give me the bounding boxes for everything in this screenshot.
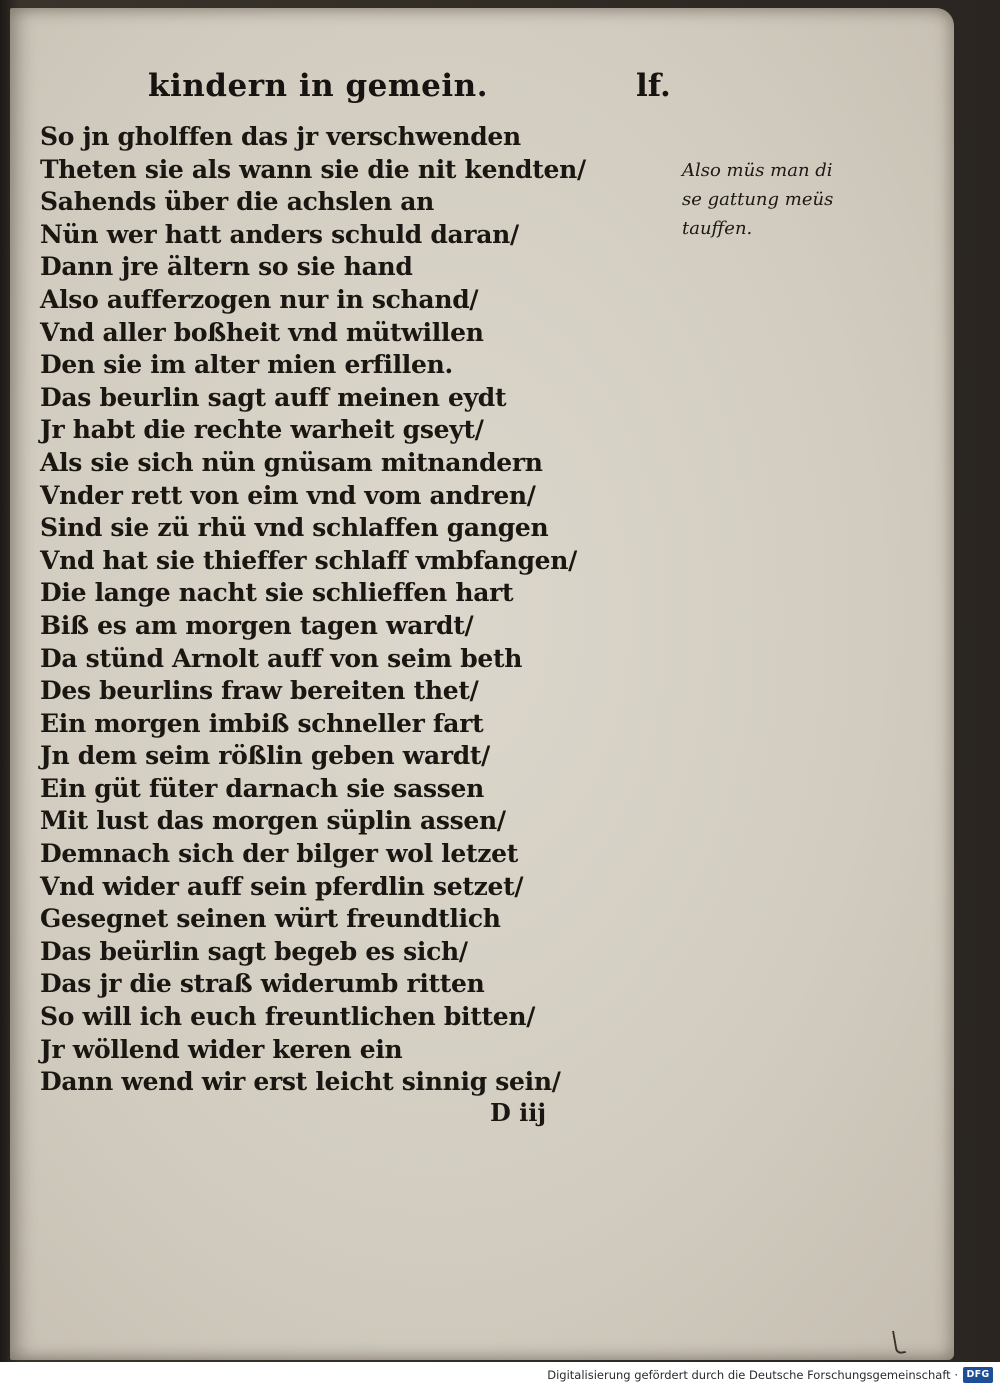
verse-line: Das beürlin sagt begeb es sich/ <box>40 936 468 966</box>
verse-line: Demnach sich der bilger wol letzet <box>40 839 518 869</box>
verse-line: Mit lust das morgen süplin assen/ <box>40 806 506 836</box>
verse-line: Da stünd Arnolt auff von seim beth <box>40 643 523 673</box>
marginal-note <box>682 156 882 243</box>
verse-line: Den sie im alter mien erfillen. <box>40 350 453 380</box>
verse-line: So will ich euch freuntlichen bitten/ <box>40 1002 536 1032</box>
verse-line: Biß es am morgen tagen wardt/ <box>40 610 474 640</box>
verse-text <box>40 121 600 1099</box>
running-title: kindern in gemein. <box>148 68 488 104</box>
verse-line: Also aufferzogen nur in schand/ <box>40 284 479 314</box>
signature-catchword: D iij <box>490 1098 547 1127</box>
marginal-note-line: se gattung meüs <box>682 189 834 210</box>
verse-line: Sahends über die achslen an <box>40 187 435 217</box>
verse-line: Als sie sich nün gnüsam mitnandern <box>40 447 543 477</box>
verse-line: Gesegnet seinen würt freundtlich <box>40 904 501 934</box>
ink-mark-icon <box>892 1329 906 1354</box>
verse-line: Das jr die straß widerumb ritten <box>40 969 485 999</box>
verse-line: Dann jre ältern so sie hand <box>40 252 413 282</box>
verse-line: Sind sie zü rhü vnd schlaffen gangen <box>40 513 549 543</box>
verse-line: Jn dem seim rößlin geben wardt/ <box>40 741 491 771</box>
verse-line: Nün wer hatt anders schuld daran/ <box>40 219 519 249</box>
verse-line: Vnder rett von eim vnd vom andren/ <box>40 480 536 510</box>
folio-number: lf. <box>636 68 671 104</box>
funding-credit: Digitalisierung gefördert durch die Deutsche Forschungsgemeinschaft · <box>547 1368 958 1382</box>
verse-line: Die lange nacht sie schlieffen hart <box>40 578 514 608</box>
marginal-note-line: tauffen. <box>682 218 753 239</box>
verse-line: Ein güt füter darnach sie sassen <box>40 773 485 803</box>
book-page <box>10 8 954 1360</box>
verse-line: Jr habt die rechte warheit gseyt/ <box>40 415 484 445</box>
verse-line: Vnd aller boßheit vnd mütwillen <box>40 317 484 347</box>
verse-line: Theten sie als wann sie die nit kendten/ <box>40 154 586 184</box>
verse-line: So jn gholffen das jr verschwenden <box>40 122 521 151</box>
verse-line: Vnd wider auff sein pferdlin setzet/ <box>40 871 524 901</box>
dfg-logo-icon: DFG <box>963 1367 993 1383</box>
verse-line: Jr wöllend wider keren ein <box>40 1034 403 1064</box>
verse-line: Dann wend wir erst leicht sinnig sein/ <box>40 1067 561 1097</box>
marginal-note-line: Also müs man di <box>682 160 833 181</box>
verse-line: Ein morgen imbiß schneller fart <box>40 708 484 738</box>
verse-line: Vnd hat sie thieffer schlaff vmbfangen/ <box>40 545 577 575</box>
verse-line: Das beurlin sagt auff meinen eydt <box>40 382 507 412</box>
verse-line: Des beurlins fraw bereiten thet/ <box>40 676 479 706</box>
